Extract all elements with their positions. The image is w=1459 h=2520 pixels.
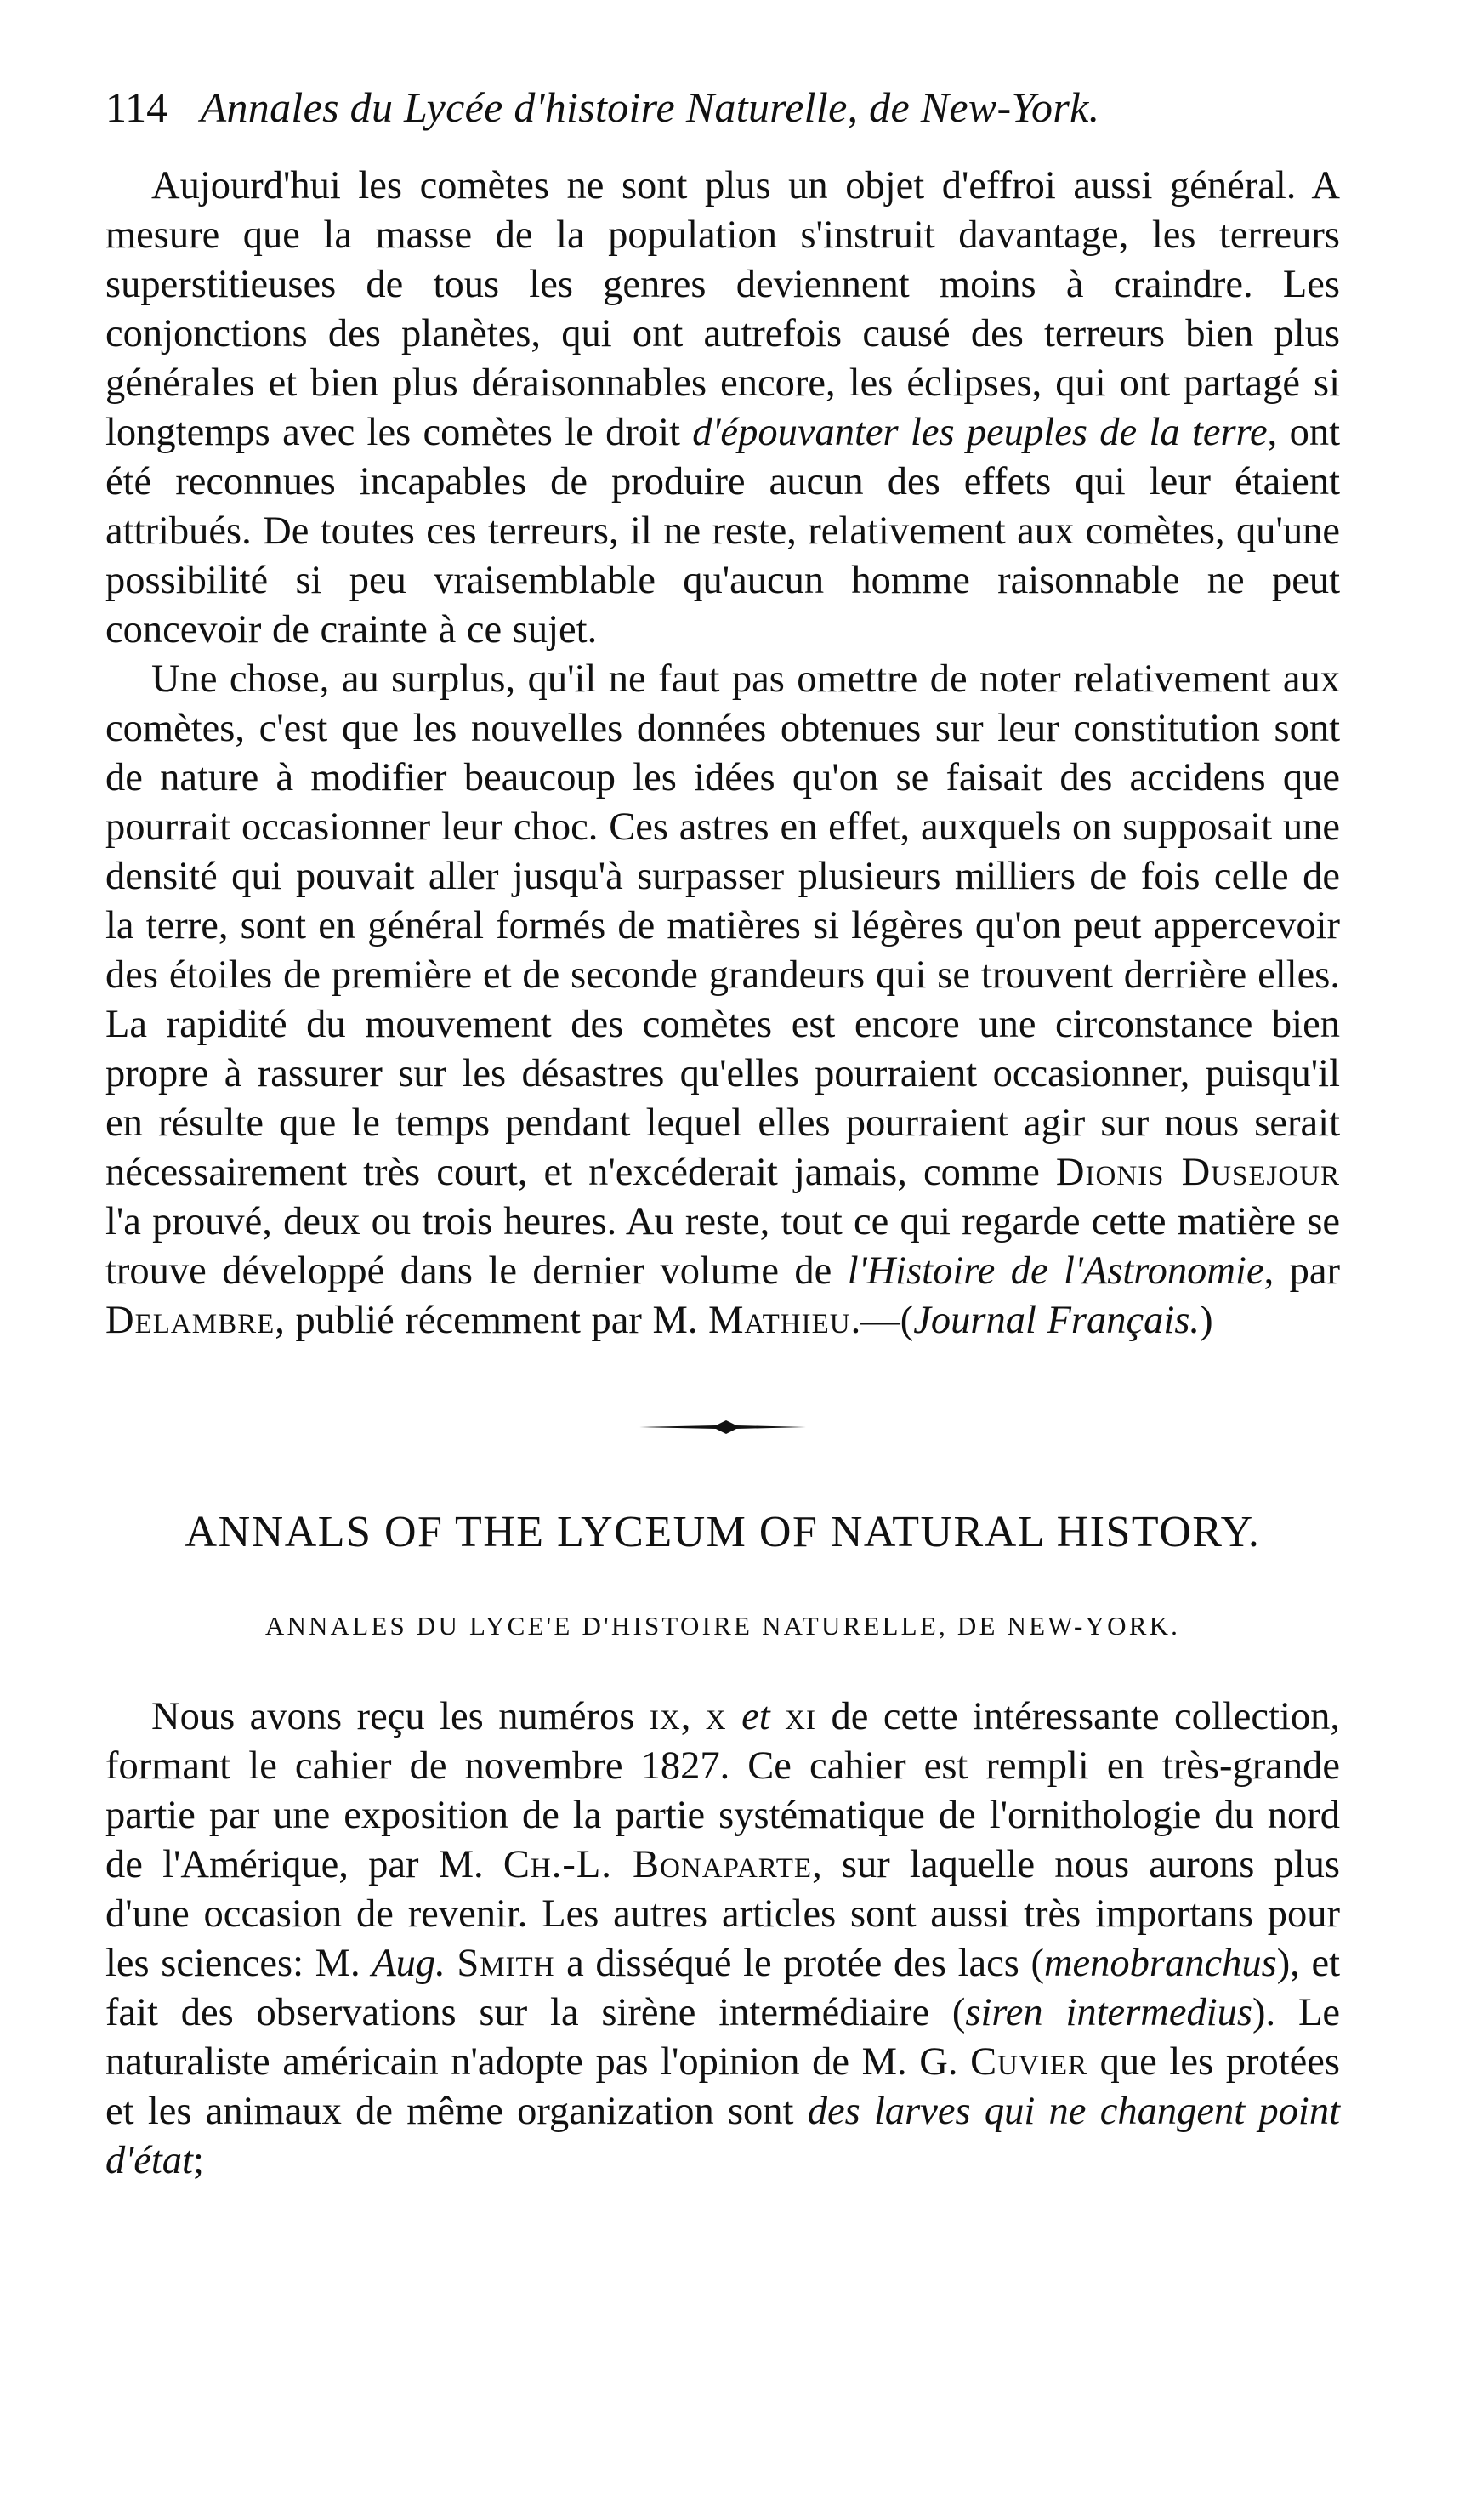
source-citation: Journal Français. [913,1299,1201,1342]
text-run: , par [1263,1249,1340,1293]
issue-number: ix [649,1695,681,1738]
running-head [105,82,1340,133]
page [105,82,1340,2186]
section-divider-ornament [638,1417,808,1437]
species-name: siren intermedius [965,1991,1253,2034]
text-run: ). Le naturaliste américain n'adopte pas l'opinion de M. G. [105,1991,1340,2084]
paragraph-annals-review [105,1692,1340,2186]
author-name: Mathieu [708,1299,851,1342]
book-title: l'Histoire de l'Astronomie [847,1249,1264,1293]
text-run: Nous avons reçu les numéros [151,1695,650,1738]
paragraph-comets-constitution [105,655,1340,1345]
section-title: ANNALS OF THE LYCEUM OF NATURAL HISTORY. [185,1508,1261,1556]
section-subtitle: ANNALES DU LYCE'E D'HISTOIRE NATURELLE, DE NEW-YORK. [264,1611,1181,1641]
text-run: que les protées et les animaux de même organization sont [105,2040,1341,2133]
species-name: menobranchus [1043,1942,1277,1985]
issue-number: x [705,1695,727,1738]
text-run: , publié récemment par M. [275,1299,709,1342]
author-name: Smith [457,1942,555,1985]
text-run: , [680,1695,706,1738]
quoted-phrase: des larves qui ne changent point d'état [105,2090,1340,2182]
text-run: et [726,1695,786,1738]
text-run: l'a prouvé, deux ou trois heures. Au reste, tout ce qui regarde cette matière se trouve développé dans le dernier volume de [105,1200,1340,1293]
text-run: de cette intéressante collection, formant le cahier de novembre 1827. Ce cahier est rempli en très-grande partie par une exposition de la partie systématique de l'ornithologie du nord de l'Amérique, par M. [105,1695,1340,1886]
author-name: Dionis Dusejour [1055,1151,1341,1194]
text-run: ), et fait des observations sur la sirène intermédiaire ( [105,1942,1341,2034]
text-run: .—( [850,1299,914,1342]
text-run: , ont été reconnues incapables de produire aucun des effets qui leur étaient attribués. De toutes ces terreurs, il ne reste, relativement aux comètes, qu'une possibilité si peu vraisemblable qu'aucun homme raisonnable ne peut concevoir de crainte à ce sujet. [105,411,1341,651]
author-name: Ch.-L. Bonaparte [502,1843,813,1886]
text-run: , sur laquelle nous aurons plus d'une occasion de revenir. Les autres articles sont aussi très importans pour les sciences: M. [105,1843,1341,1985]
issue-number: xi [785,1695,816,1738]
text-run: Aujourd'hui les comètes ne sont plus un objet d'effroi aussi général. A mesure que la masse de la population s'instruit davantage, les terreurs superstitieuses de tous les genres deviennent moins à craindre. Les conjonctions des planètes, qui ont autrefois causé des terreurs bien plus générales et bien plus déraisonnables encore, les éclipses, qui ont partagé si longtemps avec les comètes le droit [105,164,1340,454]
text-run: Une chose, au surplus, qu'il ne faut pas omettre de noter relativement aux comètes, c'est que les nouvelles données obtenues sur leur constitution sont de nature à modifier beaucoup les idées qu'on se faisait des accidens que pourrait occasionner leur choc. Ces astres en effet, auxquels on supposait une densité qui pouvait aller jusqu'à surpasser plusieurs milliers de fois celle de la terre, sont en général formés de matières si légères qu'on peut appercevoir des étoiles de première et de seconde grandeurs qui se trouvent derrière elles. La rapidité du mouvement des comètes est encore une circonstance bien propre à rassurer sur les désastres qu'elles pourraient occasionner, puisqu'il en résulte que le temps pendant lequel elles pourraient agir sur nous serait nécessairement très court, et n'excéderait jamais, comme [105,657,1340,1194]
paragraph-comets-fear [105,162,1340,655]
page-number: 114 [105,83,168,131]
text-run: ; [192,2139,204,2182]
text-run: ) [1200,1299,1213,1342]
author-initial: Aug. [372,1942,446,1985]
author-name: Delambre [105,1299,275,1342]
text-run: a disséqué le protée des lacs ( [554,1942,1044,1985]
italic-phrase: d'épouvanter les peuples de la terre [692,411,1268,454]
text-run [446,1942,457,1985]
running-title: Annales du Lycée d'histoire Naturelle, de New-York. [200,83,1100,131]
author-name: Cuvier [970,2040,1087,2084]
